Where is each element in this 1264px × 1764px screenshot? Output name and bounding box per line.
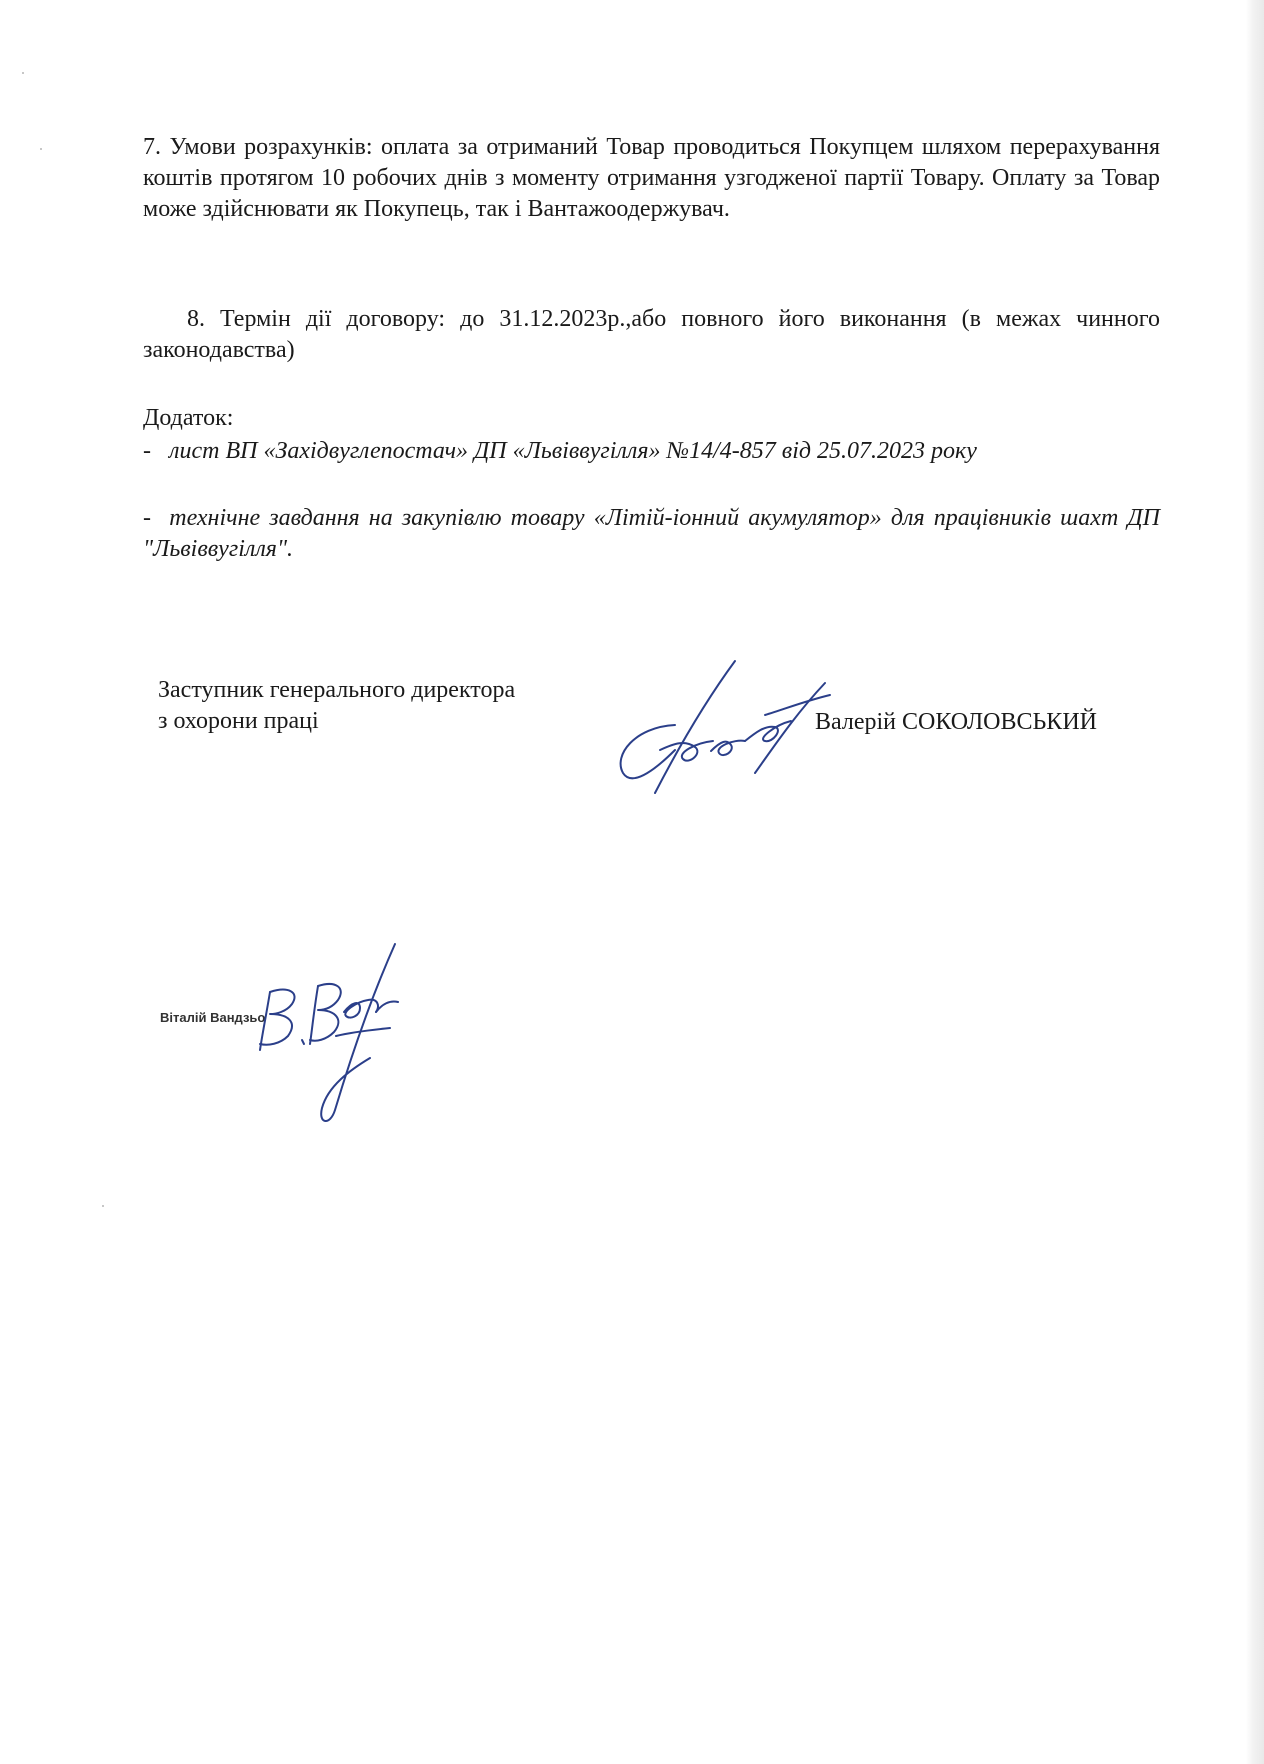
handwritten-signature xyxy=(615,655,845,800)
scan-edge-shadow xyxy=(1246,0,1264,1764)
signatory-title-line: Заступник генерального директора xyxy=(158,677,516,703)
signatory-title-line: з охорони праці xyxy=(158,708,319,734)
clause-8-contract-term: 8. Термін дії договору: до 31.12.2023р.,або повного його виконання (в межах чинного законодавства) xyxy=(143,306,1160,363)
list-marker: - xyxy=(143,505,151,531)
scan-speck xyxy=(102,1205,104,1207)
scan-speck xyxy=(22,72,24,74)
approval-signature xyxy=(240,940,410,1130)
appendix-item xyxy=(143,436,1160,467)
appendix-label: Додаток: xyxy=(143,405,234,431)
scan-speck xyxy=(40,148,42,150)
clause-7-payment-terms: 7. Умови розрахунків: оплата за отриманий Товар проводиться Покупцем шляхом перерахування коштів протягом 10 робочих днів з моменту отримання узгодженої партії Товару. Оплату за Товар може здійснювати як Покупець, так і Вантажоодержувач. xyxy=(143,134,1160,222)
appendix-item-text: лист ВП «Західвуглепостач» ДП «Львіввугілля» №14/4-857 від 25.07.2023 року xyxy=(169,438,977,464)
appendix-item xyxy=(143,503,1160,565)
signatory-name: Валерій СОКОЛОВСЬКИЙ xyxy=(815,709,1097,735)
list-marker: - xyxy=(143,438,151,464)
approver-name: Віталій Вандзьо xyxy=(160,1010,266,1025)
signatory-title xyxy=(158,675,515,737)
appendix-item-text: технічне завдання на закупівлю товару «Літій-іонний акумулятор» для працівників шахт ДП "Львіввугілля". xyxy=(143,505,1160,562)
